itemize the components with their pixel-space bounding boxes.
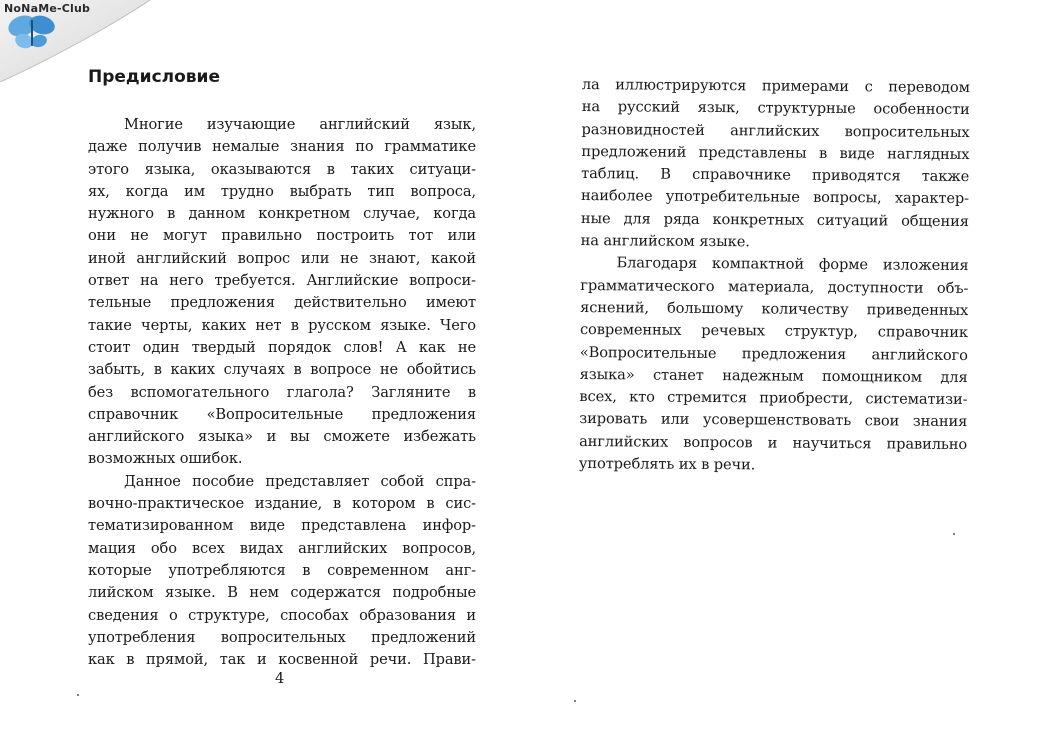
text-line: как в прямой, так и косвенной речи. Прави- xyxy=(88,651,476,669)
text-line: наиболее употребительные вопросы, характер- xyxy=(580,187,970,208)
text-line: которые употребляются в современном анг- xyxy=(88,561,476,579)
text-line: современных речевых структур, справочник xyxy=(579,321,969,342)
text-line: иной английский вопрос или не знают, какой xyxy=(88,249,476,267)
text-line: таблиц. В справочнике приводятся также xyxy=(581,165,970,186)
page-number: 4 xyxy=(275,670,285,687)
right-page-text xyxy=(579,74,970,478)
text-line: всех, кто стремится приобрести, систематизи- xyxy=(579,388,968,409)
scan-speck xyxy=(953,533,955,535)
text-line: возможных ошибок. xyxy=(88,450,243,468)
text-line: на английском языке. xyxy=(580,232,750,251)
text-line: нужного в данном конкретном случае, когда xyxy=(88,205,476,223)
left-page xyxy=(88,64,476,671)
text-line: яснений, большому количеству приведенных xyxy=(580,298,969,320)
text-line: справочник «Вопросительные предложения xyxy=(88,405,476,423)
text-line: Многие изучающие английский язык, xyxy=(124,116,476,133)
text-line: этого языка, оказываются в таких ситуаци- xyxy=(88,160,476,178)
text-line: разновидностей английских вопросительных xyxy=(581,120,970,141)
right-page xyxy=(579,74,970,478)
text-line: на русский язык, структурные особенности xyxy=(581,98,970,119)
text-line: ях, когда им трудно выбрать тип вопроса, xyxy=(88,182,476,200)
text-line: грамматического материала, доступности объ- xyxy=(580,276,969,297)
text-line: употребления вопросительных предложений xyxy=(88,628,476,646)
text-line: забыть, в каких случаях в вопросе не обойтись xyxy=(88,361,476,379)
butterfly-logo-icon xyxy=(6,12,58,52)
scan-speck xyxy=(77,694,79,696)
text-line: Данное пособие представляет собой спра- xyxy=(124,472,476,490)
text-line: тематизированном виде представлена инфор- xyxy=(88,517,476,535)
scan-speck xyxy=(574,700,576,702)
text-line: ла иллюстрируются примерами с переводом xyxy=(581,75,970,97)
text-line: ные для ряда конкретных ситуаций общения xyxy=(580,209,969,230)
text-line: английского языка» и вы сможете избежать xyxy=(88,428,476,446)
text-line: употреблять их в речи. xyxy=(578,455,756,474)
text-line: Благодаря компактной форме изложения xyxy=(616,254,969,275)
text-line: «Вопросительные предложения английского xyxy=(579,343,968,364)
left-page-text xyxy=(88,114,476,671)
text-line: сведения о структуре, способах образования и xyxy=(88,606,476,624)
text-line: стоит один твердый порядок слов! А как не xyxy=(88,338,476,356)
text-line: без вспомогательного глагола? Загляните в xyxy=(88,383,476,401)
text-line: английских вопросов и научиться правильно xyxy=(579,432,968,453)
text-line: тельные предложения действительно имеют xyxy=(88,294,476,312)
text-line: даже получив немалые знания по грамматике xyxy=(88,138,476,156)
text-line: такие черты, каких нет в русском языке. Чего xyxy=(88,316,476,334)
watermark-text: NoNaMe-Club xyxy=(4,2,91,15)
text-line: вочно-практическое издание, в котором в сис- xyxy=(88,495,476,513)
text-line: языка» станет надежным помощником для xyxy=(579,365,968,386)
page-title: Предисловие xyxy=(88,67,220,87)
text-line: они не могут правильно построить тот или xyxy=(88,227,476,245)
text-line: ответ на него требуется. Английские вопроси- xyxy=(88,272,476,290)
text-line: предложений представлены в виде наглядных xyxy=(581,142,970,163)
text-line: лийском языке. В нем содержатся подробные xyxy=(88,584,476,602)
text-line: мация обо всех видах английских вопросов, xyxy=(88,539,476,557)
text-line: зировать или усовершенствовать свои знания xyxy=(579,410,968,431)
